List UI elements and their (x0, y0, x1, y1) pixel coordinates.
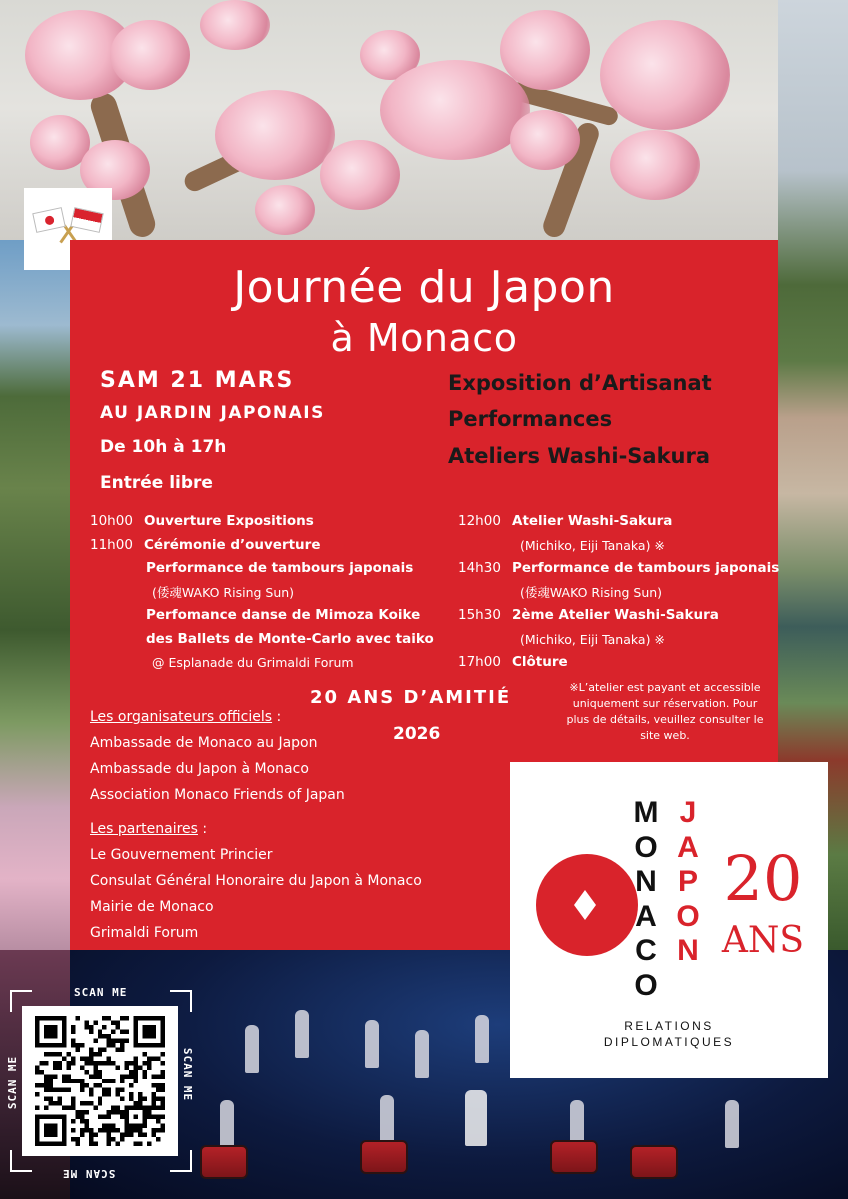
schedule-row: 15h30 2ème Atelier Washi-Sakura (458, 607, 719, 623)
partners-section (90, 816, 422, 946)
logo-word-japon: J A P O N (676, 796, 700, 967)
schedule-note: (倭魂WAKO Rising Sun) (152, 584, 295, 600)
scan-me-label: SCAN ME (180, 1047, 194, 1102)
highlight-item: Exposition d’Artisanat (448, 371, 712, 395)
schedule-row: 12h00 Atelier Washi-Sakura (458, 513, 673, 529)
monaco-garden-photo-left (0, 240, 70, 950)
event-entry: Entrée libre (100, 473, 213, 493)
schedule-row: des Ballets de Monte-Carlo avec taiko (146, 630, 434, 647)
anniversary-logo (510, 762, 828, 1078)
qr-code-icon[interactable] (22, 1006, 178, 1156)
schedule-row: 14h30 Performance de tambours japonais (458, 560, 780, 576)
scan-me-label: SCAN ME (6, 1055, 20, 1110)
event-venue: AU JARDIN JAPONAIS (100, 403, 325, 423)
page-title: Journée du Japon (233, 262, 615, 313)
page-subtitle: à Monaco (330, 316, 518, 360)
logo-number: 20 (723, 842, 803, 915)
cherry-blossom-photo (0, 0, 778, 240)
schedule-note: (Michiko, Eiji Tanaka) ※ (520, 537, 665, 553)
list-item: Association Monaco Friends of Japan (90, 787, 345, 803)
schedule-right (458, 510, 779, 675)
partners-heading: Les partenaires : (90, 821, 208, 837)
schedule-note: (Michiko, Eiji Tanaka) ※ (520, 631, 665, 647)
logo-word-monaco: M O N A C O (633, 796, 659, 1002)
event-date: SAM 21 MARS (100, 368, 295, 393)
schedule-row: 11h00 Cérémonie d’ouverture (90, 536, 321, 553)
event-hours: De 10h à 17h (100, 437, 227, 457)
anniversary-year: 2026 (393, 724, 441, 744)
schedule-note: (倭魂WAKO Rising Sun) (520, 584, 663, 600)
logo-ans: ANS (721, 920, 805, 961)
logo-relations: RELATIONS DIPLOMATIQUES (603, 1019, 735, 1049)
schedule-row: Perfomance danse de Mimoza Koike (146, 607, 421, 623)
schedule-row: Performance de tambours japonais (146, 560, 414, 576)
list-item: Mairie de Monaco (90, 899, 214, 915)
organizers-section (90, 704, 345, 808)
japan-flag-icon (32, 207, 66, 233)
highlight-item: Ateliers Washi-Sakura (448, 444, 711, 468)
highlight-item: Performances (448, 407, 613, 431)
reservation-note: ※L’atelier est payant et accessible uniquement sur réservation. Pour plus de détails, veuillez consulter le site web. (566, 681, 764, 742)
organizers-heading: Les organisateurs officiels : (90, 709, 282, 725)
schedule-row: 10h00 Ouverture Expositions (90, 513, 314, 529)
schedule-row: 17h00 Clôture (458, 654, 568, 670)
scan-me-label: SCAN ME (62, 1167, 116, 1180)
anniversary-label: 20 ANS D’AMITIÉ (310, 687, 512, 708)
scan-me-label: SCAN ME (74, 986, 128, 999)
list-item: Consulat Général Honoraire du Japon à Monaco (90, 873, 422, 889)
schedule-left (90, 510, 434, 675)
list-item: Ambassade du Japon à Monaco (90, 761, 309, 777)
list-item: Le Gouvernement Princier (90, 847, 273, 863)
list-item: Grimaldi Forum (90, 925, 199, 941)
qr-code-frame[interactable] (6, 986, 194, 1180)
monaco-flag-icon (70, 207, 104, 233)
list-item: Ambassade de Monaco au Japon (90, 735, 318, 751)
schedule-note: @ Esplanade du Grimaldi Forum (152, 655, 354, 670)
